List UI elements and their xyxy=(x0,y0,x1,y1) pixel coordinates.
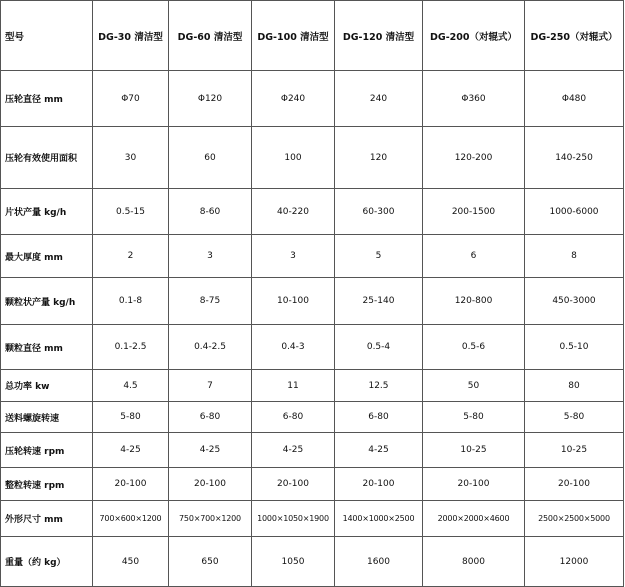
table-cell: 2000×2000×4600 xyxy=(423,501,525,537)
table-cell: 140-250 xyxy=(525,127,624,189)
row-label: 最大厚度 mm xyxy=(1,235,93,278)
row-label: 外形尺寸 mm xyxy=(1,501,93,537)
table-cell: 12.5 xyxy=(335,370,423,402)
model-header: DG-60 清洁型 xyxy=(169,1,252,71)
table-row xyxy=(1,127,624,189)
table-row xyxy=(1,235,624,278)
table-cell: 120-800 xyxy=(423,278,525,325)
table-cell: 1050 xyxy=(252,537,335,587)
table-cell: 750×700×1200 xyxy=(169,501,252,537)
table-cell: 20-100 xyxy=(93,468,169,501)
table-cell: 30 xyxy=(93,127,169,189)
model-header: DG-30 清洁型 xyxy=(93,1,169,71)
table-cell: 10-25 xyxy=(423,433,525,468)
table-cell: 20-100 xyxy=(423,468,525,501)
row-label: 重量（约 kg） xyxy=(1,537,93,587)
row-label: 送料螺旋转速 xyxy=(1,402,93,433)
table-cell: 40-220 xyxy=(252,189,335,235)
table-row xyxy=(1,402,624,433)
table-cell: 450 xyxy=(93,537,169,587)
table-cell: 10-100 xyxy=(252,278,335,325)
table-cell: 60 xyxy=(169,127,252,189)
table-cell: 1000-6000 xyxy=(525,189,624,235)
table-cell: 8-75 xyxy=(169,278,252,325)
table-cell: 7 xyxy=(169,370,252,402)
table-cell: 2500×2500×5000 xyxy=(525,501,624,537)
table-cell: 1600 xyxy=(335,537,423,587)
table-cell: 0.5-10 xyxy=(525,325,624,370)
table-cell: 3 xyxy=(169,235,252,278)
table-cell: 12000 xyxy=(525,537,624,587)
table-cell: 120-200 xyxy=(423,127,525,189)
table-cell: 8-60 xyxy=(169,189,252,235)
table-cell: 11 xyxy=(252,370,335,402)
table-cell: 10-25 xyxy=(525,433,624,468)
header-row xyxy=(1,1,624,71)
table-cell: 80 xyxy=(525,370,624,402)
row-label: 整粒转速 rpm xyxy=(1,468,93,501)
table-cell: 700×600×1200 xyxy=(93,501,169,537)
table-cell: 2 xyxy=(93,235,169,278)
row-label: 颗粒直径 mm xyxy=(1,325,93,370)
table-cell: 0.5-4 xyxy=(335,325,423,370)
table-cell: 4-25 xyxy=(93,433,169,468)
table-cell: 20-100 xyxy=(335,468,423,501)
table-row xyxy=(1,71,624,127)
table-cell: 20-100 xyxy=(525,468,624,501)
table-cell: 0.4-2.5 xyxy=(169,325,252,370)
table-cell: 60-300 xyxy=(335,189,423,235)
table-cell: 4-25 xyxy=(335,433,423,468)
table-row xyxy=(1,278,624,325)
table-cell: 5-80 xyxy=(93,402,169,433)
table-cell: 0.5-15 xyxy=(93,189,169,235)
model-header: DG-200（对辊式） xyxy=(423,1,525,71)
table-cell: 240 xyxy=(335,71,423,127)
table-cell: 650 xyxy=(169,537,252,587)
table-cell: 0.1-8 xyxy=(93,278,169,325)
table-cell: Φ360 xyxy=(423,71,525,127)
table-cell: 3 xyxy=(252,235,335,278)
table-cell: Φ240 xyxy=(252,71,335,127)
table-cell: 50 xyxy=(423,370,525,402)
table-cell: 100 xyxy=(252,127,335,189)
table-row xyxy=(1,537,624,587)
table-cell: Φ70 xyxy=(93,71,169,127)
table-cell: 0.1-2.5 xyxy=(93,325,169,370)
table-cell: 5-80 xyxy=(423,402,525,433)
table-cell: 4-25 xyxy=(252,433,335,468)
row-label: 压轮转速 rpm xyxy=(1,433,93,468)
table-row xyxy=(1,433,624,468)
row-label: 压轮有效使用面积 xyxy=(1,127,93,189)
row-label: 总功率 kw xyxy=(1,370,93,402)
row-label: 压轮直径 mm xyxy=(1,71,93,127)
table-cell: 5 xyxy=(335,235,423,278)
model-header: DG-100 清洁型 xyxy=(252,1,335,71)
table-cell: 450-3000 xyxy=(525,278,624,325)
table-cell: Φ120 xyxy=(169,71,252,127)
table-cell: 6-80 xyxy=(335,402,423,433)
table-row xyxy=(1,325,624,370)
table-cell: 6 xyxy=(423,235,525,278)
table-cell: 20-100 xyxy=(252,468,335,501)
row-label: 片状产量 kg/h xyxy=(1,189,93,235)
table-cell: 0.4-3 xyxy=(252,325,335,370)
header-label: 型号 xyxy=(1,1,93,71)
table-row xyxy=(1,468,624,501)
table-cell: 5-80 xyxy=(525,402,624,433)
table-row xyxy=(1,189,624,235)
table-cell: 25-140 xyxy=(335,278,423,325)
table-cell: 8000 xyxy=(423,537,525,587)
table-cell: 120 xyxy=(335,127,423,189)
table-cell: 8 xyxy=(525,235,624,278)
table-cell: 20-100 xyxy=(169,468,252,501)
table-cell: 0.5-6 xyxy=(423,325,525,370)
table-cell: 6-80 xyxy=(252,402,335,433)
table-cell: 4.5 xyxy=(93,370,169,402)
table-cell: 6-80 xyxy=(169,402,252,433)
table-row xyxy=(1,370,624,402)
model-header: DG-250（对辊式） xyxy=(525,1,624,71)
row-label: 颗粒状产量 kg/h xyxy=(1,278,93,325)
table-cell: 200-1500 xyxy=(423,189,525,235)
table-cell: 4-25 xyxy=(169,433,252,468)
table-cell: 1000×1050×1900 xyxy=(252,501,335,537)
model-header: DG-120 清洁型 xyxy=(335,1,423,71)
table-cell: Φ480 xyxy=(525,71,624,127)
table-cell: 1400×1000×2500 xyxy=(335,501,423,537)
table-row xyxy=(1,501,624,537)
